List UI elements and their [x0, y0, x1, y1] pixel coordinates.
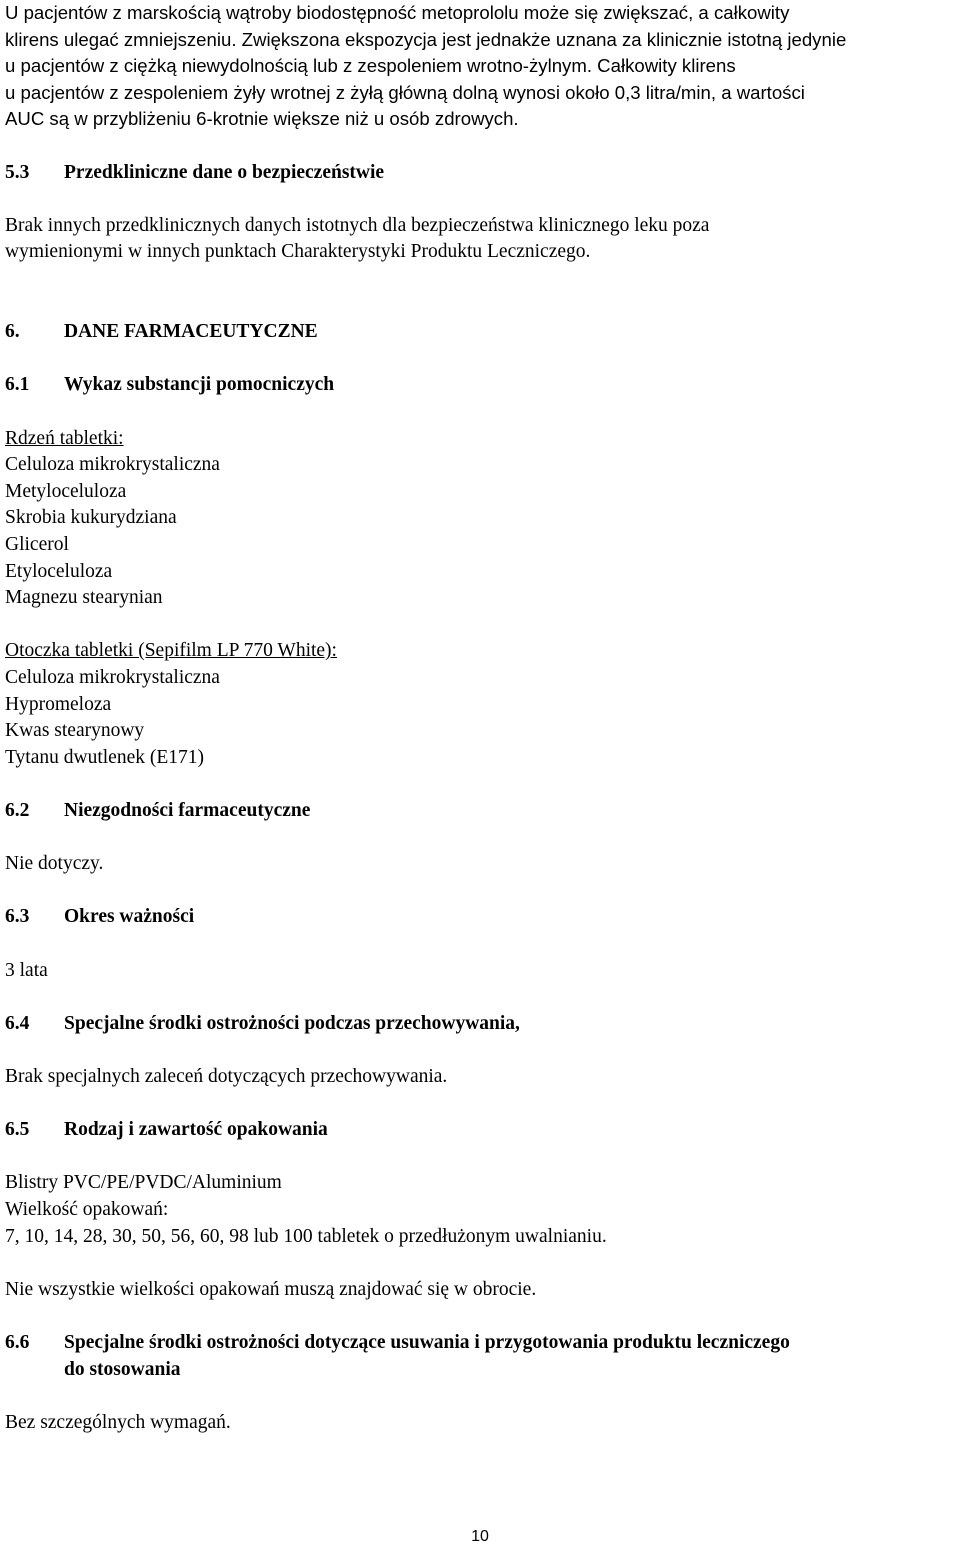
core-label: Rdzeń tabletki: — [5, 427, 124, 449]
section-6-5-note: Nie wszystkie wielkości opakowań muszą znajdować się w obrocie. — [5, 1278, 537, 1300]
intro-line-4: u pacjentów z zespoleniem żyły wrotnej z żyłą główną dolną wynosi około 0,3 litra/min, a wartości — [5, 81, 805, 103]
coat-item: Tytanu dwutlenek (E171) — [5, 746, 204, 768]
section-6-2-text: Nie dotyczy. — [5, 853, 104, 875]
section-title: DANE FARMACEUTYCZNE — [64, 321, 318, 343]
coat-item: Celuloza mikrokrystaliczna — [5, 667, 220, 688]
section-title: Specjalne środki ostrożności podczas przechowywania, — [64, 1012, 520, 1034]
core-item: Magnezu stearynian — [5, 587, 163, 609]
section-5-3-line-1: Brak innych przedklinicznych danych istotnych dla bezpieczeństwa klinicznego leku poza — [5, 214, 710, 236]
coat-item: Hypromeloza — [5, 693, 112, 715]
section-number: 6.5 — [5, 1119, 30, 1141]
core-item: Celuloza mikrokrystaliczna — [5, 454, 220, 476]
section-title: Okres ważności — [64, 906, 195, 928]
section-title: Niezgodności farmaceutyczne — [64, 800, 311, 821]
section-6-heading — [5, 319, 318, 346]
core-item: Metyloceluloza — [5, 480, 127, 502]
section-6-4-text: Brak specjalnych zaleceń dotyczących przechowywania. — [5, 1066, 448, 1087]
section-number: 6. — [5, 321, 20, 343]
section-5-3-heading — [5, 160, 384, 187]
coat-item: Kwas stearynowy — [5, 720, 145, 742]
section-6-5-heading — [5, 1117, 328, 1144]
section-6-6-heading — [5, 1330, 790, 1357]
section-number: 6.6 — [5, 1332, 30, 1353]
intro-line-1: U pacjentów z marskością wątroby biodostępność metoprololu może się zwiększać, a całkowity — [5, 2, 790, 23]
section-number: 6.2 — [5, 800, 30, 821]
section-6-5-line-2: Wielkość opakowań: — [5, 1199, 169, 1220]
section-title: Rodzaj i zawartość opakowania — [64, 1119, 328, 1141]
section-title: Wykaz substancji pomocniczych — [64, 374, 335, 396]
section-6-3-heading — [5, 904, 194, 931]
core-item: Skrobia kukurydziana — [5, 507, 177, 529]
core-item: Glicerol — [5, 534, 69, 555]
section-6-5-line-3: 7, 10, 14, 28, 30, 50, 56, 60, 98 lub 100 tabletek o przedłużonym uwalnianiu. — [5, 1225, 607, 1247]
page-number: 10 — [471, 1528, 489, 1545]
intro-line-2: klirens ulegać zmniejszeniu. Zwiększona ekspozycja jest jednakże uznana za klinicznie istotną jedynie — [5, 28, 847, 50]
section-title: Przedkliniczne dane o bezpieczeństwie — [64, 161, 385, 183]
intro-line-5: AUC są w przybliżeniu 6-krotnie większe niż u osób zdrowych. — [5, 108, 519, 130]
section-5-3-line-2: wymienionymi w innych punktach Charakterystyki Produktu Leczniczego. — [5, 241, 591, 263]
section-number: 6.3 — [5, 906, 30, 928]
section-6-6-text: Bez szczególnych wymagań. — [5, 1411, 231, 1433]
section-number: 5.3 — [5, 161, 30, 183]
section-title-line-1: Specjalne środki ostrożności dotyczące usuwania i przygotowania produktu leczniczego — [64, 1332, 790, 1353]
section-number: 6.4 — [5, 1012, 30, 1034]
core-item: Etyloceluloza — [5, 560, 113, 582]
section-6-1-heading — [5, 372, 334, 399]
section-6-5-line-1: Blistry PVC/PE/PVDC/Aluminium — [5, 1172, 282, 1194]
coat-label: Otoczka tabletki (Sepifilm LP 770 White): — [5, 640, 337, 662]
section-number: 6.1 — [5, 374, 30, 396]
section-6-2-heading — [5, 798, 310, 825]
section-6-4-heading — [5, 1011, 520, 1038]
section-6-6-heading-cont — [5, 1357, 181, 1384]
section-6-3-text: 3 lata — [5, 959, 48, 981]
intro-line-3: u pacjentów z ciężką niewydolnością lub z zespoleniem wrotno-żylnym. Całkowity klirens — [5, 55, 736, 77]
section-title-line-2: do stosowania — [64, 1358, 181, 1380]
